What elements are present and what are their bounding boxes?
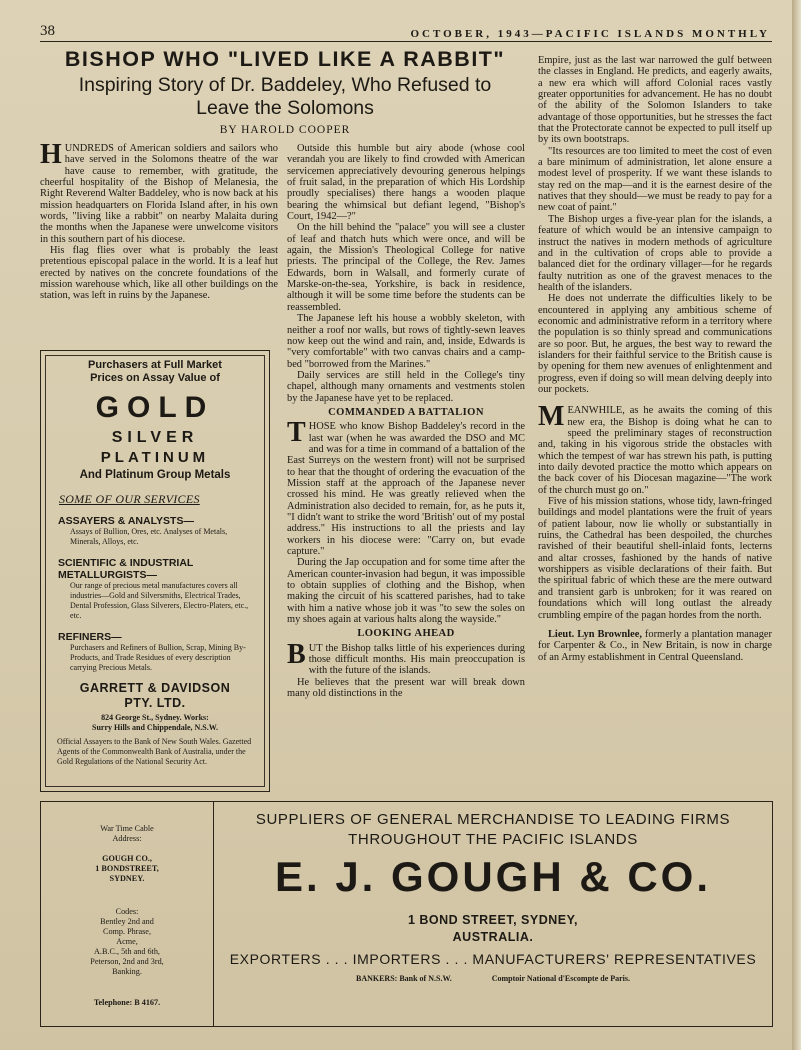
running-title: OCTOBER, 1943—PACIFIC ISLANDS MONTHLY bbox=[410, 28, 770, 40]
section-heading: COMMANDED A BATTALION bbox=[328, 406, 484, 418]
telephone: Telephone: B 4167. bbox=[93, 998, 161, 1007]
paragraph-text: EANWHILE, as he awaits the coming of this new era, the Bishop is doing what he can to speed the preliminary stages of reconstruction and, taking in his vigorous stride the obstacles with which the tempest of war has strewn his path, is putting into daily devoted practice the motto which appears on the back cover of his Diocesan magazine—"The work of the church must go on." bbox=[538, 405, 772, 496]
ad-service-refiners bbox=[58, 631, 258, 673]
service-heading: REFINERS— bbox=[58, 631, 122, 643]
cable-line: SYDNEY. bbox=[109, 874, 145, 883]
codes-line: A.B.C., 5th and 6th, bbox=[94, 947, 160, 956]
note-name: Lieut. Lyn Brownlee, bbox=[548, 628, 642, 640]
paragraph: "Its resources are too limited to meet the cost of even a bare minimum of administration, let alone ensure a modest level of prosperity. If we want these islands to stay red on the map—and it is the earnest desire of the natives that they should—we must be ready to pay for a new coat of paint." bbox=[538, 145, 772, 214]
address-line-2: AUSTRALIA. bbox=[452, 930, 534, 944]
ad-intro bbox=[41, 359, 269, 385]
page-edge bbox=[792, 0, 801, 1050]
service-text: Our range of precious metal manufactures covers all industries—Gold and Silversmiths, Electrical Trades, Dental Profession, Glass Silverers, Electro-Platers, etc., etc. bbox=[70, 581, 249, 620]
section-heading: LOOKING AHEAD bbox=[357, 628, 455, 640]
bankers-line bbox=[214, 974, 772, 983]
service-heading: ASSAYERS & ANALYSTS— bbox=[58, 515, 194, 527]
service-heading: SCIENTIFIC & INDUSTRIAL bbox=[58, 557, 194, 569]
article-subhead bbox=[40, 74, 530, 120]
bankers: BANKERS: Bank of N.S.W. bbox=[355, 974, 452, 983]
drop-cap: M bbox=[538, 401, 565, 433]
brownlee-note bbox=[538, 629, 772, 663]
company-address bbox=[214, 912, 772, 946]
codes-line: Peterson, 2nd and 3rd, bbox=[90, 957, 164, 966]
paragraph: Daily services are still held in the College's tiny chapel, although many ornaments and vestments stolen by the Japanese have yet to be replaced. bbox=[287, 369, 525, 404]
codes bbox=[41, 907, 213, 977]
ad-intro-line-2: Prices on Assay Value of bbox=[90, 372, 220, 384]
paragraph: His flag flies over what is probably the least pretentious episcopal palace in the world. It is a leaf hut erected by natives on the concrete foundations of the mission warehouse which, like all other buildings on the station, was left in ruins by the Japanese. bbox=[40, 245, 278, 302]
cable-line: 1 BONDSTREET, bbox=[95, 864, 159, 873]
paragraph-text: UNDREDS of American soldiers and sailors who have served in the Solomons theatre of the war have cause to remember, with gratitude, the cheerful hospitality of the Bishop of Melanesia, the Right Reverend Walter Baddeley, who is now back at his mission headquarters on Florida Island after, in his own words, "living like a rabbit" on nearby Malaita during the months when the Japanese were unwelcome visitors in this southern part of his diocese. bbox=[40, 143, 278, 245]
article-column-2 bbox=[287, 143, 525, 700]
subhead-line-1: Inspiring Story of Dr. Baddeley, Who Refused to bbox=[78, 74, 492, 96]
paragraph: The Japanese left his house a wobbly skeleton, with neither a roof nor walls, but rows of tightly-sewn leaves now keep out the wind and rain, and, inside, Edwards is "very comfortable" with two canvas chairs and a camp-bed "borrowed from the Marines." bbox=[287, 313, 525, 370]
paragraph bbox=[40, 139, 278, 245]
cable-title-line-2: Address: bbox=[112, 834, 142, 843]
article-column-1 bbox=[40, 139, 278, 302]
codes-line: Banking. bbox=[112, 967, 142, 976]
paragraph: The Bishop urges a five-year plan for the islands, a feature of which would be an intensive campaign to instruct the natives in modern methods of agriculture and in the cultivation of crops able to provide a balanced diet for the ordinary villager—for he regards faulty nutrition as one of the gravest menaces to the health of the islanders. bbox=[538, 213, 772, 293]
drop-cap: H bbox=[40, 139, 62, 170]
ad-services-heading: SOME OF OUR SERVICES bbox=[59, 492, 200, 506]
cable-address-title bbox=[41, 824, 213, 844]
page-number: 38 bbox=[40, 23, 55, 39]
service-text: Purchasers and Refiners of Bullion, Scrap, Mining By-Products, and Trade Residues of every description carrying Precious Metals. bbox=[70, 643, 246, 672]
paragraph-text: HOSE who know Bishop Baddeley's record in the last war (when he was awarded the DSO and MC and was for a time in command of a battalion of the East Surreys on the western front) will not be surprised to hear that the thought of ordering the evacuation of the Mission staff at the approach of the Japanese never crossed his mind. He was greatly relieved when the Administration also decided to remain, for, as he puts it, "I didn't want to strike the word 'British' out of my postal address." His instructions to all the priests and lay workers in his diocese were: "Carry on, but evade capture." bbox=[287, 421, 525, 558]
ad-platinum-group: And Platinum Group Metals bbox=[79, 469, 231, 481]
service-heading: METALLURGISTS— bbox=[58, 569, 157, 581]
codes-line: Bentley 2nd and bbox=[100, 917, 154, 926]
note-text: formerly a plantation manager for Carpenter & Co., in New Britain, is now in charge of an Army establishment in Central Queensland. bbox=[538, 628, 772, 663]
paragraph: Empire, just as the last war narrowed the gulf between the classes in England. He predicts, and eagerly awaits, a new era which will afford Colonial races vastly greater opportunities for advancement. He has no doubt of the ability of the Solomon Islanders to take advantage of those opportunities, but he stresses the fact that the Protectorate cannot be expected to pull itself up by its own bootstraps. bbox=[538, 55, 773, 146]
ad-gold: GOLD bbox=[95, 391, 215, 424]
subhead-line-2: Leave the Solomons bbox=[196, 97, 374, 119]
paragraph: He believes that the present war will break down many old distinctions in the bbox=[287, 676, 525, 700]
cable-address bbox=[41, 854, 213, 884]
ad-firm-address bbox=[41, 713, 269, 733]
service-text: Assays of Bullion, Ores, etc. Analyses of Metals, Minerals, Alloys, etc. bbox=[70, 527, 228, 546]
article-column-3 bbox=[538, 55, 772, 663]
ad-service-metallurgists bbox=[58, 557, 258, 621]
paragraph: On the hill behind the "palace" you will see a cluster of leaf and thatch huts which were once, and will be again, the Mission's Theological College for native priests. The principal of the College, the Rev. James Edwards, born in Walsall, and formerly curate of Marske-on-the-sea, Yorkshire, is back in residence, although it will be some time before the students can be reassembled. bbox=[287, 222, 525, 313]
drop-cap: T bbox=[287, 417, 306, 449]
codes-line: Acme, bbox=[116, 937, 138, 946]
exporters-line: EXPORTERS . . . IMPORTERS . . . MANUFACTURERS' REPRESENTATIVES bbox=[229, 951, 757, 967]
paragraph: Outside this humble but airy abode (whose cool verandah you are likely to find crowded with American servicemen appreciatively devouring generous helpings of fruit salad, in the preparation of which His Lordship proudly specialises) there hangs a wooden plaque bearing the whimsical but defiant legend, "Bishop's Court, 1942—?" bbox=[287, 143, 525, 223]
article-headline: BISHOP WHO "LIVED LIKE A RABBIT" bbox=[64, 47, 506, 71]
suppliers-line-1: SUPPLIERS OF GENERAL MERCHANDISE TO LEADING FIRMS bbox=[255, 811, 731, 828]
paragraph bbox=[287, 638, 525, 677]
comptoir: Comptoir National d'Escompte de Paris. bbox=[491, 974, 631, 983]
paragraph: During the Jap occupation and for some time after the American counter-invasion had begun, it was impossible to obtain supplies of clothing and the Bishop, when making the circuit of his scattered parishes, had to take with him a native whose job it was "to sew the soles on my shoes again at various halts along the wayside." bbox=[287, 557, 525, 626]
suppliers-line-2: THROUGHOUT THE PACIFIC ISLANDS bbox=[348, 831, 638, 848]
paragraph bbox=[287, 417, 525, 558]
drop-cap: B bbox=[287, 638, 306, 670]
paragraph: He does not underrate the difficulties likely to be encountered in applying any ambitious scheme of economic and administrative reform in a territory where the population is so thinly spread and communications are so poor. But, he argues, the best way to reward the islanders for their faithful service to the British cause is by opening for them new avenues of enlightenment and progress, even if doing so will mean delving deeply into our pockets. bbox=[538, 293, 772, 395]
gold-advertisement bbox=[40, 350, 270, 792]
byline: BY HAROLD COOPER bbox=[219, 124, 351, 136]
codes-line: Comp. Phrase, bbox=[103, 927, 151, 936]
codes-title: Codes: bbox=[115, 907, 139, 916]
paragraph bbox=[538, 401, 772, 496]
running-header bbox=[40, 20, 770, 40]
cable-line: GOUGH CO., bbox=[102, 854, 152, 863]
ad-firm-name bbox=[41, 681, 269, 711]
ad-platinum: PLATINUM bbox=[100, 449, 210, 466]
header-rule bbox=[40, 41, 772, 42]
ad-intro-line-1: Purchasers at Full Market bbox=[88, 359, 222, 371]
suppliers-line bbox=[214, 810, 772, 850]
ad-service-assayers bbox=[58, 515, 258, 547]
gough-advertisement bbox=[40, 801, 773, 1027]
paragraph-text: UT the Bishop talks little of his experiences during those difficult months. His main preoccupation is with the future of the islands. bbox=[308, 642, 525, 677]
firm-address-line-2: Surry Hills and Chippendale, N.S.W. bbox=[92, 723, 218, 732]
firm-name-line-2: PTY. LTD. bbox=[124, 696, 186, 710]
firm-name-line-1: GARRETT & DAVIDSON bbox=[79, 681, 231, 695]
ad-silver: SILVER bbox=[111, 429, 199, 446]
ad-official-note: Official Assayers to the Bank of New South Wales. Gazetted Agents of the Commonwealth Bank of Australia, under the Gold Regulations of the National Security Act. bbox=[57, 737, 252, 766]
cable-title-line-1: War Time Cable bbox=[100, 824, 154, 833]
paragraph: Five of his mission stations, whose tidy, lawn-fringed buildings and model plantations were the fruit of years of patient labour, now lie wholly or substantially in ruins, the Cathedral has been despoiled, the churches ravished of their beautiful shell-inlaid fonts, lecterns and altar crosses, fashioned by the hands of native worshippers as visible declarations of their faith. But the spiritual fabric of which these are the mere outward and transient garb is unbroken; for it was reared on foundations which will long outlast the already crumbling empire of the pagan hordes from the north. bbox=[538, 496, 772, 621]
address-line-1: 1 BOND STREET, SYDNEY, bbox=[407, 913, 579, 927]
company-name: E. J. GOUGH & CO. bbox=[274, 853, 712, 900]
firm-address-line-1: 824 George St., Sydney. Works: bbox=[101, 713, 209, 722]
